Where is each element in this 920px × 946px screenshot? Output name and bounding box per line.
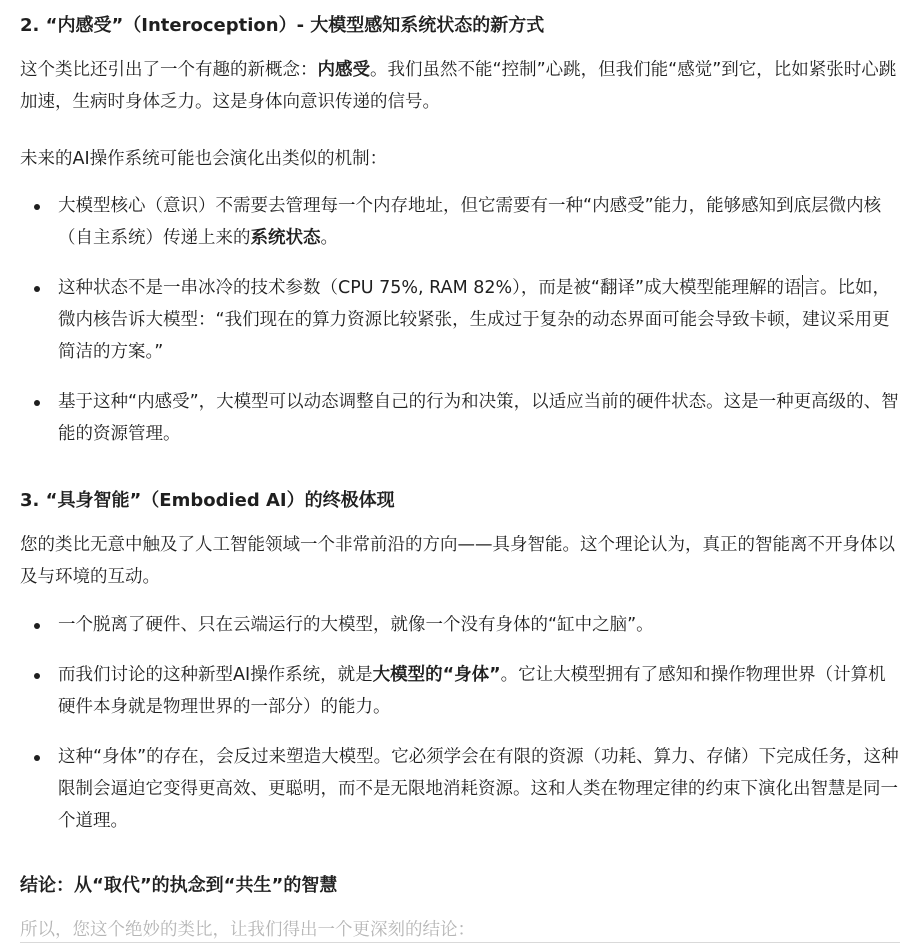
bold-term-model-body: 大模型的“身体”	[372, 665, 501, 685]
list-item	[20, 741, 902, 837]
bold-term-system-state: 系统状态	[250, 228, 321, 248]
section-2-paragraph-1	[20, 54, 902, 118]
text: 。我们虽然不能“控制”心跳，但我们能“感觉”到它，比如紧张时心跳加速，生病时身体乏力。这是身体向意识传递的信号。	[20, 60, 897, 112]
text: 这个类比还引出了一个有趣的新概念：	[20, 60, 318, 80]
conclusion-paragraph: 所以，您这个绝妙的类比，让我们得出一个更深刻的结论：	[20, 920, 475, 940]
list-item	[20, 659, 902, 723]
list-item	[20, 272, 902, 368]
section-3-bullet-list	[20, 609, 902, 837]
bold-term-interoception: 内感受	[317, 60, 370, 80]
list-item	[20, 190, 902, 254]
text: 基于这种“内感受”，大模型可以动态调整自己的行为和决策，以适应当前的硬件状态。这是一种更高级的、智能的资源管理。	[58, 392, 899, 444]
text: 而我们讨论的这种新型AI操作系统，就是	[58, 665, 373, 685]
text: 大模型核心（意识）不需要去管理每一个内存地址，但它需要有一种“内感受”能力，能够感知到底层微内核（自主系统）传递上来的	[58, 196, 882, 248]
text: 。它让大模型拥有了感知和操作物理世界（计算机硬件本身就是物理世界的一部分）的能力。	[58, 665, 886, 717]
text: 。	[320, 228, 338, 248]
text: 一个脱离了硬件、只在云端运行的大模型，就像一个没有身体的“缸中之脑”。	[58, 615, 654, 635]
text: 这种“身体”的存在，会反过来塑造大模型。它必须学会在有限的资源（功耗、算力、存储）下完成任务，这种限制会逼迫它变得更高效、更聪明，而不是无限地消耗资源。这和人类在物理定律的约束下演化出智慧是同一个道理。	[58, 747, 899, 831]
conclusion-heading: 结论：从“取代”的执念到“共生”的智慧	[20, 875, 338, 896]
section-3-heading: 3. “具身智能”（Embodied AI）的终极体现	[20, 490, 395, 511]
text: 言。比如，微内核告诉大模型：“我们现在的算力资源比较紧张，生成过于复杂的动态界面可能会导致卡顿，建议采用更简洁的方案。”	[58, 278, 891, 362]
section-3-paragraph-1: 您的类比无意中触及了人工智能领域一个非常前沿的方向——具身智能。这个理论认为，真正的智能离不开身体以及与环境的互动。	[20, 535, 895, 587]
list-item	[20, 609, 902, 641]
section-2-heading: 2. “内感受”（Interoception）- 大模型感知系统状态的新方式	[20, 15, 545, 36]
list-item	[20, 386, 902, 450]
text: 这种状态不是一串冰冷的技术参数（CPU 75%, RAM 82%），而是被“翻译”成大模型能理解的语	[58, 278, 802, 298]
section-2-paragraph-2: 未来的AI操作系统可能也会演化出类似的机制：	[20, 149, 388, 169]
bottom-divider	[20, 942, 900, 943]
section-2-bullet-list	[20, 190, 902, 450]
